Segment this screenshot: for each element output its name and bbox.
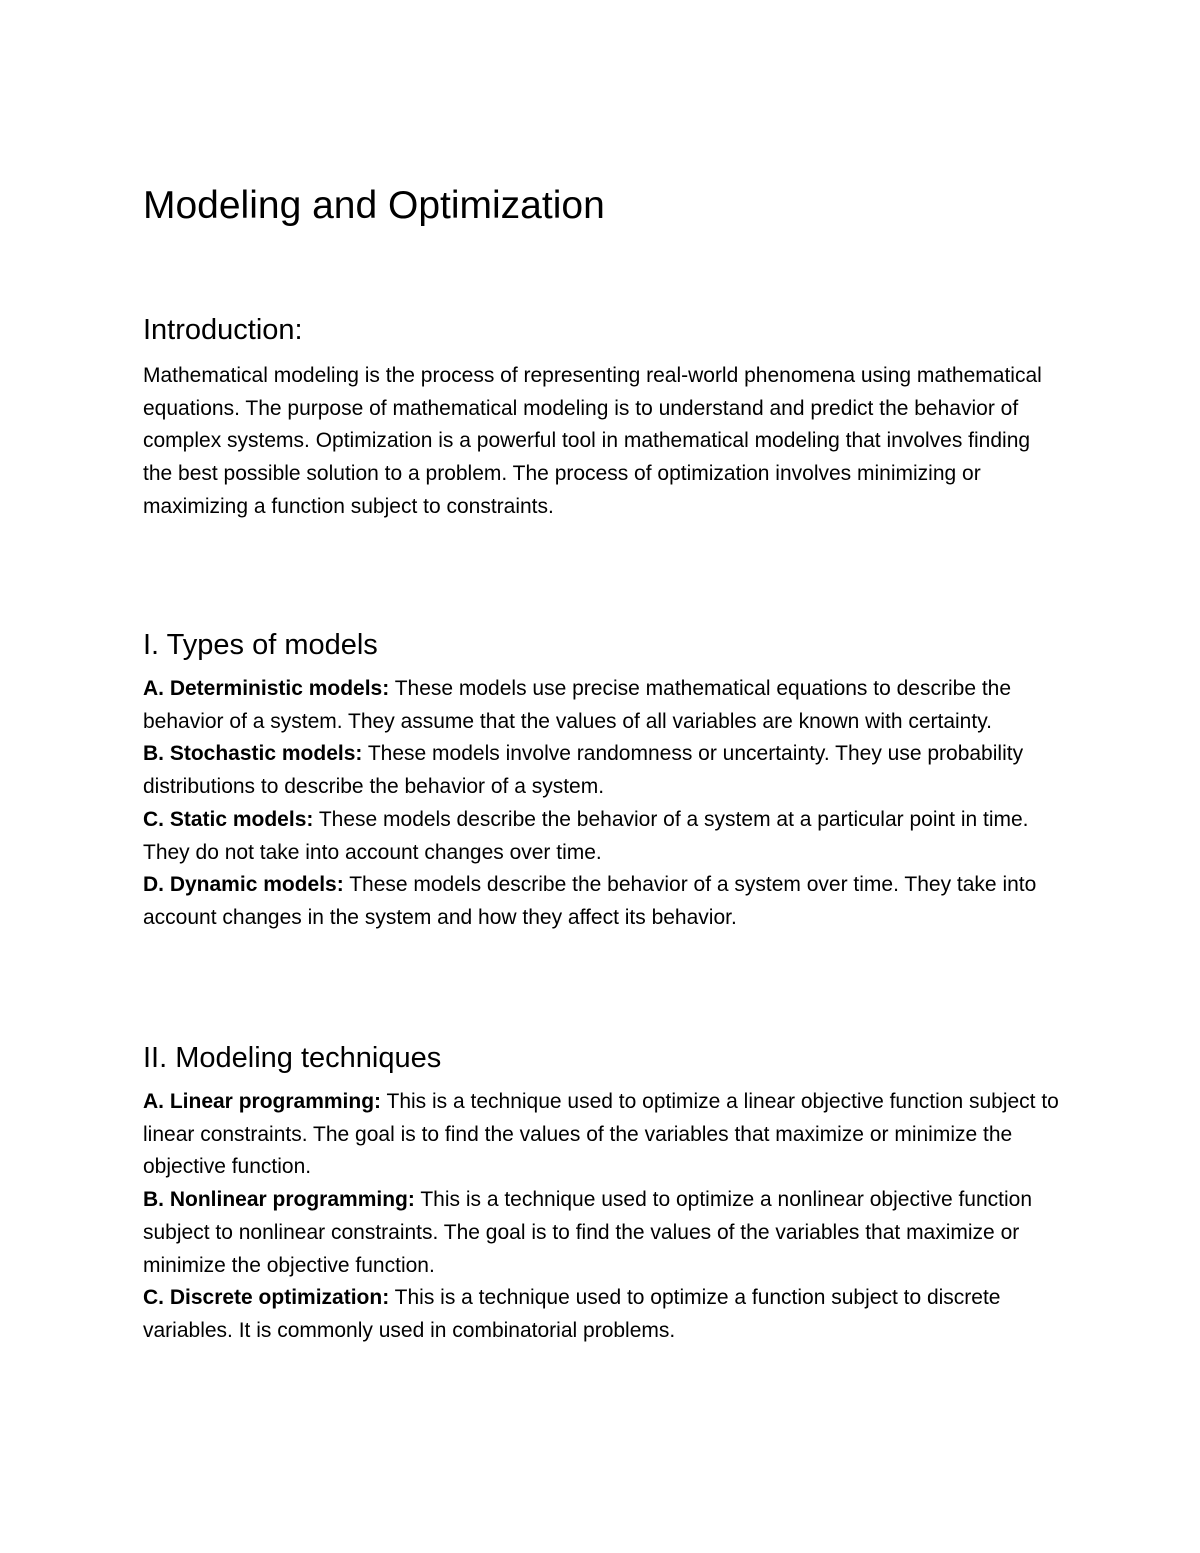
document-title: Modeling and Optimization [143, 184, 605, 227]
introduction-section [143, 310, 1063, 524]
introduction-paragraph: Mathematical modeling is the process of representing real-world phenomena using mathematical equations. The purpose of mathematical modeling is to understand and predict the behavior of complex systems. Optimization is a powerful tool in mathematical modeling that involves finding the best possible solution to a problem. The process of optimization involves minimizing or maximizing a function subject to constraints. [143, 364, 1042, 518]
list-item [143, 673, 1063, 738]
introduction-heading: Introduction: [143, 314, 303, 346]
item-label: A. Linear programming: [143, 1090, 382, 1113]
item-label: D. Dynamic models: [143, 873, 344, 897]
list-item [143, 1282, 1063, 1347]
modeling-techniques-heading: II. Modeling techniques [143, 1042, 442, 1074]
item-text: This is a technique used to optimize a function subject to discrete variables. It is commonly used in combinatorial problems. [143, 1286, 1001, 1342]
item-label: C. Static models: [143, 807, 314, 831]
item-text: These models describe the behavior of a system at a particular point in time. They do not take into account changes over time. [143, 807, 1029, 864]
list-item [143, 804, 1063, 869]
item-text: These models describe the behavior of a system over time. They take into account changes in the system and how they affect its behavior. [143, 873, 1037, 929]
item-text: These models use precise mathematical equations to describe the behavior of a system. They assume that the values of all variables are known with certainty. [143, 677, 1012, 733]
item-label: C. Discrete optimization: [143, 1286, 390, 1310]
list-item [143, 1086, 1063, 1184]
modeling-techniques-section [143, 1038, 1063, 1348]
item-label: A. Deterministic models: [143, 677, 390, 700]
list-item [143, 1184, 1063, 1282]
types-of-models-heading: I. Types of models [143, 629, 378, 661]
item-text: This is a technique used to optimize a linear objective function subject to linear constraints. The goal is to find the values of the variables that maximize or minimize the objective function. [143, 1090, 1059, 1179]
item-text: This is a technique used to optimize a nonlinear objective function subject to nonlinear constraints. The goal is to find the values of the variables that maximize or minimize the objective function. [143, 1188, 1033, 1277]
list-item [143, 869, 1063, 934]
modeling-techniques-list [143, 1086, 1063, 1348]
list-item [143, 738, 1063, 803]
item-text: These models involve randomness or uncertainty. They use probability distributions to describe the behavior of a system. [143, 742, 1024, 799]
types-of-models-section [143, 625, 1063, 935]
item-label: B. Nonlinear programming: [143, 1188, 415, 1212]
types-of-models-list [143, 673, 1063, 935]
item-label: B. Stochastic models: [143, 742, 363, 766]
